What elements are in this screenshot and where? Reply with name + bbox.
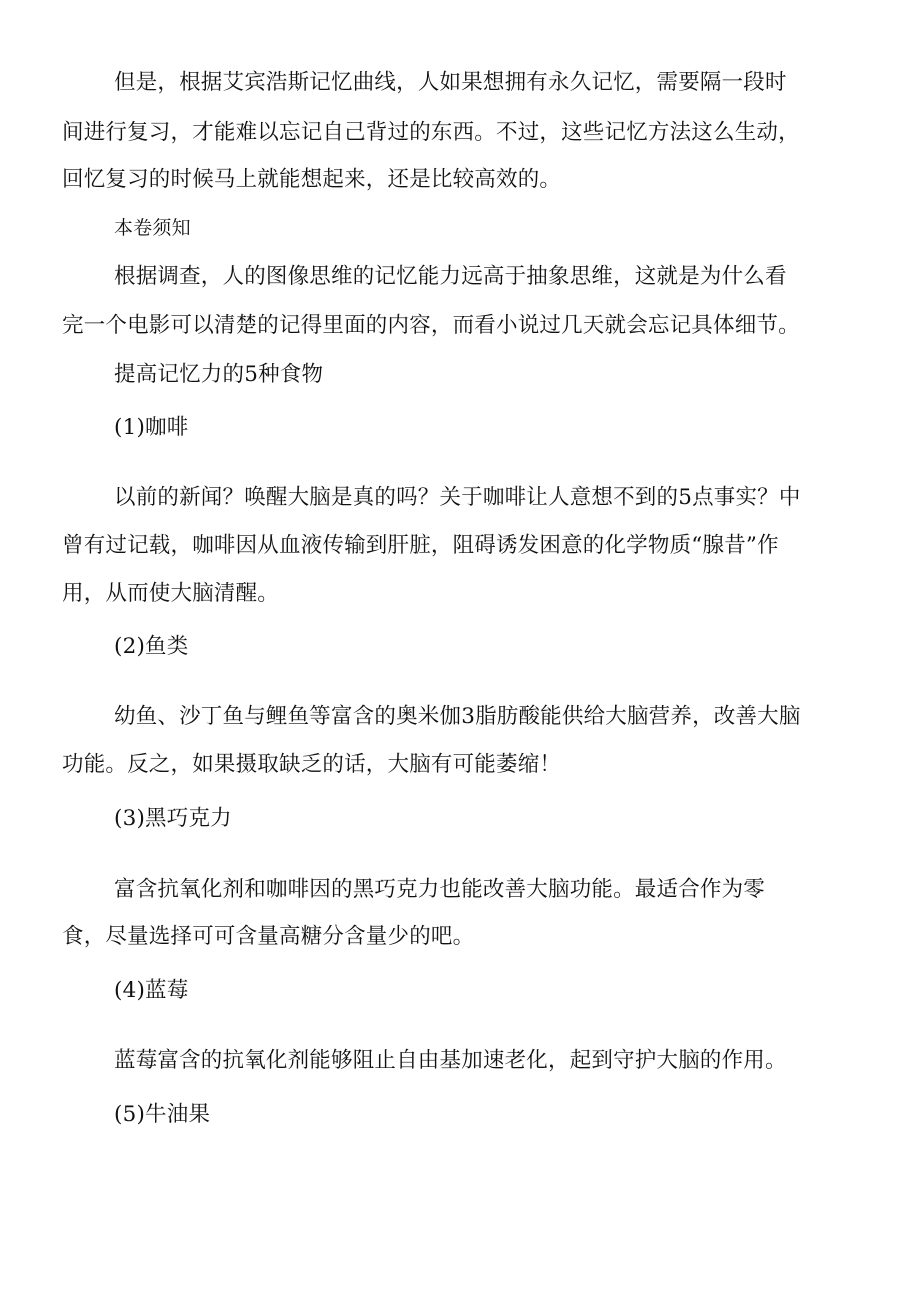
list-item-heading: (3)黑巧克力 <box>114 806 232 831</box>
paragraph-line: 间进行复习，才能难以忘记自己背过的东西。不过，这些记忆方法这么生动， <box>62 120 800 145</box>
list-item-heading: (2)鱼类 <box>114 634 189 659</box>
section-heading: 本卷须知 <box>114 217 191 239</box>
list-item-heading: (5)牛油果 <box>114 1102 211 1127</box>
paragraph-line: 完一个电影可以清楚的记得里面的内容，而看小说过几天就会忘记具体细节。 <box>62 313 800 338</box>
paragraph-line: 用，从而使大脑清醒。 <box>62 581 280 606</box>
section-heading: 提高记忆力的5种食物 <box>114 362 324 387</box>
paragraph-line: 食，尽量选择可可含量高糖分含量少的吧。 <box>62 924 475 949</box>
list-item-heading: (4)蓝莓 <box>114 978 189 1003</box>
paragraph-line: 富含抗氧化剂和咖啡因的黑巧克力也能改善大脑功能。最适合作为零 <box>114 877 766 902</box>
paragraph-line: 功能。反之，如果摄取缺乏的话，大脑有可能萎缩！ <box>62 752 562 777</box>
paragraph-line: 曾有过记载，咖啡因从血液传输到肝脏，阻碍诱发困意的化学物质“腺昔”作 <box>62 533 779 558</box>
paragraph-line: 蓝莓富含的抗氧化剂能够阻止自由基加速老化，起到守护大脑的作用。 <box>114 1048 787 1073</box>
paragraph-line: 以前的新闻？唤醒大脑是真的吗？关于咖啡让人意想不到的5点事实？中 <box>114 485 801 510</box>
paragraph-line: 幼鱼、沙丁鱼与鲤鱼等富含的奥米伽3脂肪酸能供给大脑营养，改善大脑 <box>114 704 801 729</box>
paragraph-line: 根据调查，人的图像思维的记忆能力远高于抽象思维，这就是为什么看 <box>114 264 787 289</box>
list-item-heading: (1)咖啡 <box>114 415 189 440</box>
paragraph-line: 回忆复习的时候马上就能想起来，还是比较高效的。 <box>62 167 562 192</box>
paragraph-line: 但是，根据艾宾浩斯记忆曲线，人如果想拥有永久记忆，需要隔一段时 <box>114 70 787 95</box>
